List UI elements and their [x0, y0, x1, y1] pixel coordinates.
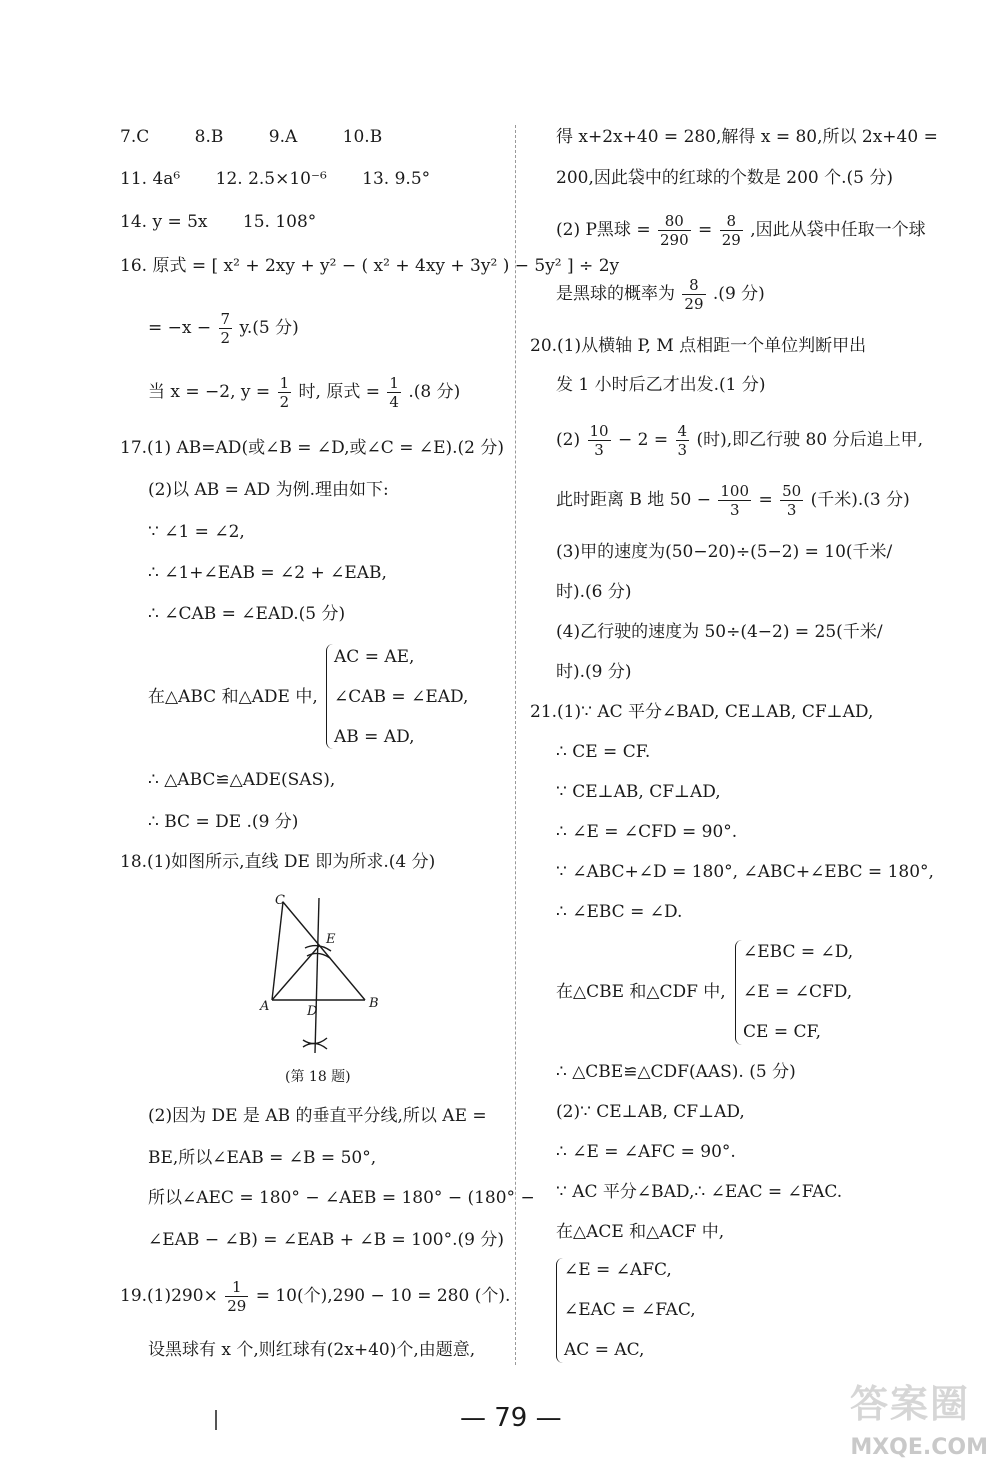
q21-line7: 在△CBE 和△CDF 中, — [556, 982, 726, 1002]
q21-cond6: AC = AC, — [564, 1340, 645, 1360]
q20-line7: (4)乙行驶的速度为 50÷(4−2) = 25(千米/ — [556, 622, 883, 642]
fraction: $\frac{7}{2}$ — [220, 310, 231, 347]
q18-line2: (2)因为 DE 是 AB 的垂直平分线,所以 AE = — [148, 1106, 487, 1126]
q17-cond2: ∠CAB = ∠EAD, — [334, 687, 469, 707]
q21-cond2: ∠E = ∠CFD, — [743, 982, 853, 1002]
answers-14-15: 14. y = 5x 15. 108° — [120, 212, 317, 232]
q17-line4: ∴ ∠1+∠EAB = ∠2 + ∠EAB, — [148, 563, 387, 583]
segment-ca — [272, 902, 283, 1000]
label-a: A — [260, 999, 270, 1014]
q19-line5: (2) P黑球 = $\frac{80}{290}$ = $\frac{8}{29}$ ,因此从袋中任取一个球 — [556, 212, 926, 249]
q17-line2: (2)以 AB = AD 为例.理由如下: — [148, 480, 389, 500]
q21-line4: ∴ ∠E = ∠CFD = 90°. — [556, 822, 738, 842]
q19-line1: 19.(1)290× $\frac{1}{29}$ = 10(个),290 − 10 = 280 (个). — [120, 1278, 511, 1315]
label-b: B — [369, 996, 379, 1011]
q19-line6: 是黑球的概率为 $\frac{8}{29}$ .(9 分) — [556, 276, 765, 313]
watermark: MXQE.COM — [850, 1435, 988, 1460]
brace — [556, 1258, 563, 1363]
q21-line11: ∵ AC 平分∠BAD,∴ ∠EAC = ∠FAC. — [556, 1182, 843, 1202]
q18-line1: 18.(1)如图所示,直线 DE 即为所求.(4 分) — [120, 852, 436, 872]
answers-7-10: 7.C 8.B 9.A 10.B — [120, 127, 383, 147]
margin-mark — [215, 1410, 217, 1430]
q19-line3: 得 x+2x+40 = 280,解得 x = 80,所以 2x+40 = — [556, 127, 938, 147]
q21-line5: ∵ ∠ABC+∠D = 180°, ∠ABC+∠EBC = 180°, — [556, 862, 934, 882]
q18-line5: ∠EAB − ∠B) = ∠EAB + ∠B = 100°.(9 分) — [148, 1230, 504, 1250]
q20-line5: (3)甲的速度为(50−20)÷(5−2) = 10(千米/ — [556, 542, 893, 562]
triangle-figure — [255, 888, 395, 1063]
q17-line6: 在△ABC 和△ADE 中, — [148, 687, 318, 707]
page-number: — 79 — — [460, 1403, 562, 1433]
figure-caption: (第 18 题) — [285, 1069, 351, 1085]
q21-line12: 在△ACE 和△ACF 中, — [556, 1222, 725, 1242]
segment-cb — [283, 902, 365, 1000]
q17-line3: ∵ ∠1 = ∠2, — [148, 522, 245, 542]
q17-line5: ∴ ∠CAB = ∠EAD.(5 分) — [148, 604, 346, 624]
brace — [735, 940, 742, 1045]
q16-line3: 当 x = −2, y = $\frac{1}{2}$ 时, 原式 = $\frac{1}{4}$ .(8 分) — [148, 374, 461, 411]
q21-line10: ∴ ∠E = ∠AFC = 90°. — [556, 1142, 736, 1162]
q17-line8: ∴ BC = DE .(9 分) — [148, 812, 299, 832]
q19-line2: 设黑球有 x 个,则红球有(2x+40)个,由题意, — [148, 1340, 476, 1360]
q21-cond1: ∠EBC = ∠D, — [743, 942, 854, 962]
q20-line2: 发 1 小时后乙才出发.(1 分) — [556, 375, 766, 395]
answers-11-13: 11. 4a⁶ 12. 2.5×10⁻⁶ 13. 9.5° — [120, 169, 431, 189]
q21-line1: 21.(1)∵ AC 平分∠BAD, CE⊥AB, CF⊥AD, — [530, 702, 874, 722]
q21-line8: ∴ △CBE≌△CDF(AAS). (5 分) — [556, 1062, 796, 1082]
q21-line9: (2)∵ CE⊥AB, CF⊥AD, — [556, 1102, 745, 1122]
q16-line1: 16. 原式 = [ x² + 2xy + y² − ( x² + 4xy + 3y² ) − 5y² ] ÷ 2y — [120, 256, 620, 276]
q17-cond3: AB = AD, — [334, 727, 415, 747]
q18-line4: 所以∠AEC = 180° − ∠AEB = 180° − (180° − — [148, 1188, 535, 1208]
q21-cond3: CE = CF, — [743, 1022, 822, 1042]
q21-cond5: ∠EAC = ∠FAC, — [564, 1300, 696, 1320]
watermark-logo: 答案圈 — [849, 1382, 970, 1426]
label-d: D — [307, 1004, 318, 1019]
q18-line3: BE,所以∠EAB = ∠B = 50°, — [148, 1148, 377, 1168]
q20-line8: 时).(9 分) — [556, 662, 632, 682]
perpendicular-line — [315, 898, 319, 1053]
q17-line7: ∴ △ABC≌△ADE(SAS), — [148, 770, 336, 790]
q16-line2: = −x − $\frac{7}{2}$ y.(5 分) — [148, 310, 299, 347]
brace — [326, 644, 333, 749]
q21-line3: ∵ CE⊥AB, CF⊥AD, — [556, 782, 721, 802]
q21-line2: ∴ CE = CF. — [556, 742, 651, 762]
q17-line1: 17.(1) AB=AD(或∠B = ∠D,或∠C = ∠E).(2 分) — [120, 438, 505, 458]
q20-line1: 20.(1)从横轴 P, M 点相距一个单位判断甲出 — [530, 336, 867, 356]
q19-line4: 200,因此袋中的红球的个数是 200 个.(5 分) — [556, 168, 893, 188]
q20-line4: 此时距离 B 地 50 − $\frac{100}{3}$ = $\frac{50}{3}$ (千米).(3 分) — [556, 482, 910, 519]
q20-line6: 时).(6 分) — [556, 582, 632, 602]
q21-cond4: ∠E = ∠AFC, — [564, 1260, 672, 1280]
q17-cond1: AC = AE, — [334, 647, 415, 667]
label-c: C — [275, 893, 285, 908]
column-divider — [515, 125, 516, 1365]
label-e: E — [326, 932, 336, 947]
q20-line3: (2) $\frac{10}{3}$ − 2 = $\frac{4}{3}$ (时),即乙行驶 80 分后追上甲, — [556, 422, 923, 459]
q21-line6: ∴ ∠EBC = ∠D. — [556, 902, 683, 922]
